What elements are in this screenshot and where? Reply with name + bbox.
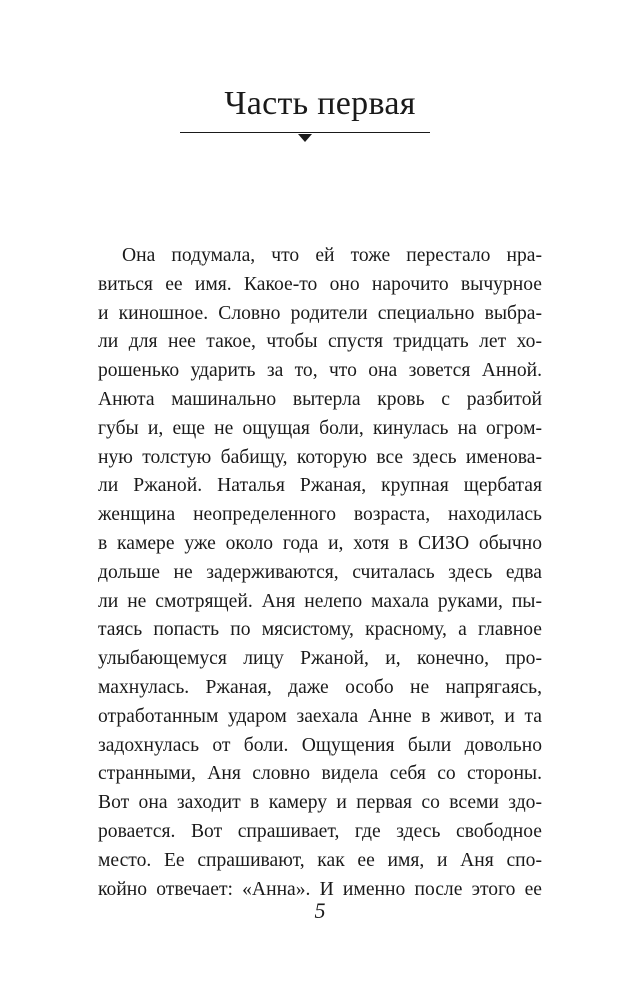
text-line: ли не смотрящей. Аня нелепо махала руками, пы- — [98, 590, 542, 612]
text-line: губы и, еще не ощущая боли, кинулась на огром- — [98, 417, 542, 439]
text-line: ровается. Вот спрашивает, где здесь свободное — [98, 820, 542, 842]
text-line: женщина неопределенного возраста, находилась — [98, 504, 542, 526]
text-line: Вот она заходит в камеру и первая со всеми здо- — [98, 792, 542, 814]
text-line: задохнулась от боли. Ощущения были довольно — [98, 734, 542, 756]
text-line: странными, Аня словно видела себя со стороны. — [98, 763, 542, 785]
text-line: отработанным ударом заехала Анне в живот, и та — [98, 705, 542, 727]
text-line: дольше не задерживаются, считалась здесь едва — [98, 561, 542, 583]
text-line: койно отвечает: «Анна». И именно после этого ее — [98, 878, 542, 900]
text-line: Она подумала, что ей тоже перестало нра- — [122, 245, 542, 266]
text-line: ную толстую бабищу, которую все здесь именова- — [98, 446, 542, 468]
text-line: улыбающемуся лицу Ржаной, и, конечно, про- — [98, 648, 542, 670]
text-line: виться ее имя. Какое-то оно нарочито вычурное — [98, 273, 542, 295]
body-text — [98, 242, 542, 904]
text-line: и киношное. Словно родители специально выбра- — [98, 302, 542, 324]
text-line: ли Ржаной. Наталья Ржаная, крупная щербатая — [98, 475, 542, 497]
text-line: ли для нее такое, чтобы спустя тридцать лет хо- — [98, 331, 542, 353]
text-line: в камере уже около года и, хотя в СИЗО обычно — [98, 532, 542, 554]
text-line: место. Ее спрашивают, как ее имя, и Аня спо- — [98, 849, 542, 871]
text-line: Анюта машинально вытерла кровь с разбитой — [98, 388, 542, 410]
chapter-title: Часть первая — [224, 85, 416, 122]
page-number: 5 — [314, 898, 326, 923]
text-line: таясь попасть по мясистому, красному, а главное — [98, 619, 542, 641]
text-line: рошенько ударить за то, что она зовется Анной. — [98, 360, 542, 382]
title-divider — [180, 132, 430, 133]
text-line: махнулась. Ржаная, даже особо не напрягаясь, — [98, 676, 542, 698]
triangle-ornament-icon — [298, 134, 312, 142]
